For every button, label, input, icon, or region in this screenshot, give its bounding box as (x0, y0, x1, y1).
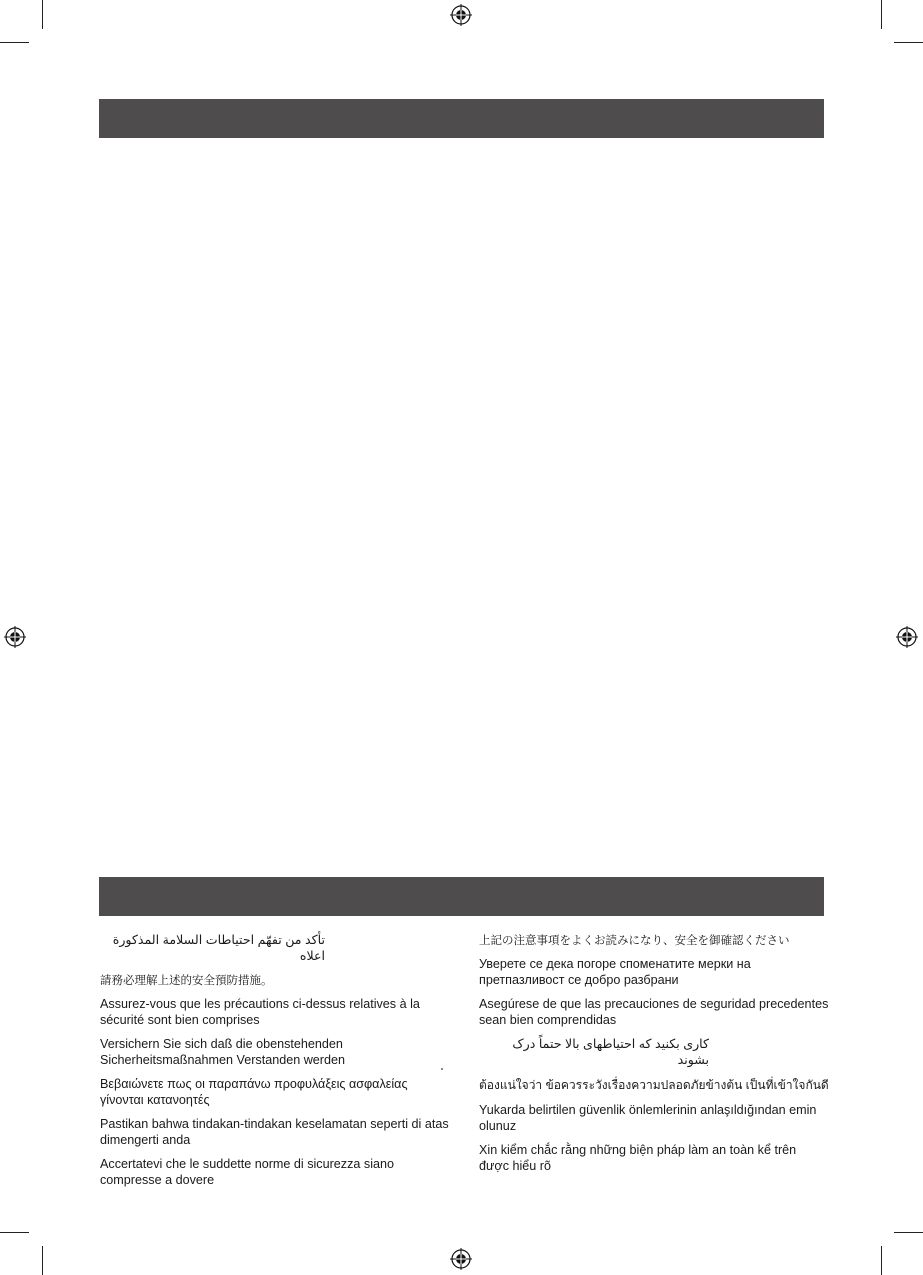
crop-mark-top-left-v (42, 0, 43, 29)
crop-mark-top-right-v (881, 0, 882, 29)
crosshair-registration-icon (450, 4, 472, 26)
notice-french: Assurez-vous que les précautions ci-dessus relatives à la sécurité sont bien comprises (100, 997, 420, 1027)
notice-spanish: Asegúrese de que las precauciones de seguridad precedentes sean bien comprendidas (479, 997, 829, 1027)
notice-chinese: 請務必理解上述的安全預防措施。 (100, 973, 273, 987)
crop-mark-bottom-left-v (42, 1246, 43, 1275)
notice-vietnamese: Xin kiểm chắc rằng những biện pháp làm an toàn kể trên được hiểu rõ (479, 1143, 797, 1173)
crosshair-registration-icon (4, 626, 26, 648)
crop-mark-bottom-right-v (881, 1246, 882, 1275)
notice-indonesian: Pastikan bahwa tindakan-tindakan keselamatan seperti di atas dimengerti anda (100, 1117, 449, 1147)
notice-italian: Accertatevi che le suddette norme di sicurezza siano compresse a dovere (100, 1157, 395, 1187)
header-bar-bottom (99, 877, 824, 916)
notice-thai: ต้องแน่ใจว่า ข้อควรระวังเรื่องความปลอดภัยข้างต้น เป็นที่เข้าใจกันดี (479, 1078, 829, 1092)
notice-turkish: Yukarda belirtilen güvenlik önlemlerinin anlaşıldığından emin olunuz (479, 1103, 817, 1133)
safety-notice-left-column (100, 932, 450, 1196)
notice-arabic: تأكد من تفهّم احتياطات السلامة المذكورة اعلاه (112, 933, 325, 963)
crosshair-registration-icon (450, 1248, 472, 1270)
crop-mark-top-left-h (0, 42, 29, 43)
crop-mark-bottom-right-h (894, 1232, 923, 1233)
crop-mark-bottom-left-h (0, 1232, 29, 1233)
header-bar-top (99, 99, 824, 138)
notice-macedonian: Уверете се дека погоре споменатите мерки на претпазливост се добро разбрани (479, 957, 751, 987)
stray-dot (441, 1068, 443, 1070)
crosshair-registration-icon (896, 626, 918, 648)
safety-notice-right-column (479, 932, 829, 1182)
notice-persian: کاری بکنید که احتیاطهای بالا حتماً درک بشوند (512, 1037, 709, 1067)
crop-mark-top-right-h (894, 42, 923, 43)
notice-german: Versichern Sie sich daß die obenstehenden Sicherheitsmaßnahmen Verstanden werden (100, 1037, 346, 1067)
notice-greek: Βεβαιώνετε πως οι παραπάνω προφυλάξεις ασφαλείας γίνονται κατανοητές (100, 1077, 408, 1107)
notice-japanese: 上記の注意事項をよくお読みになり、安全を御確認ください (479, 933, 790, 947)
